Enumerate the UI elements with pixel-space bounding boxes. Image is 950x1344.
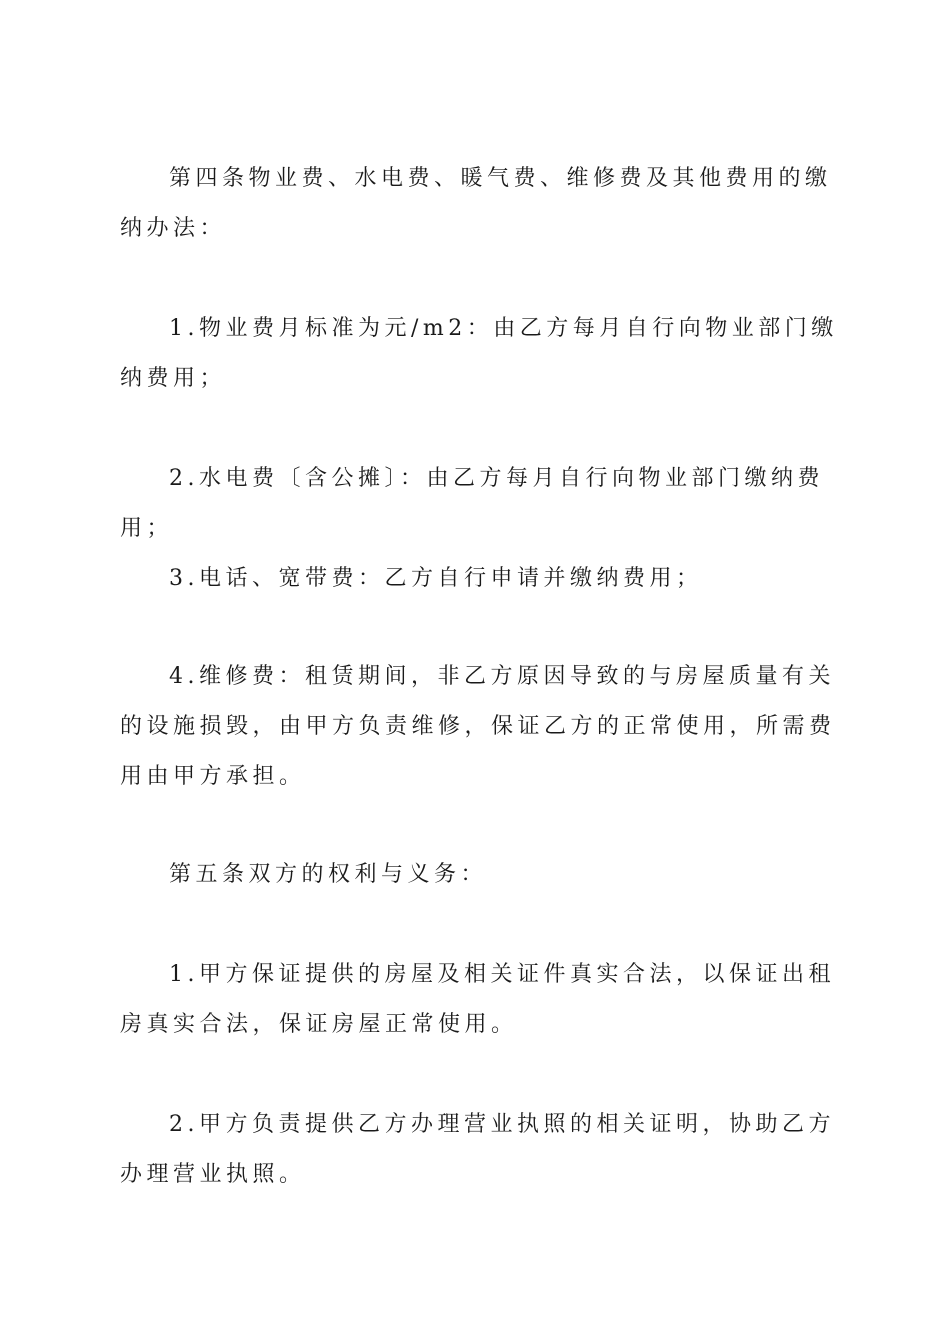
clause-landlord-guarantee: 1.甲方保证提供的房屋及相关证件真实合法，以保证出租房真实合法，保证房屋正常使用。 (120, 962, 835, 1037)
article-5-heading: 第五条双方的权利与义务： (169, 862, 488, 887)
clause-maintenance-fee: 4.维修费：租赁期间，非乙方原因导致的与房屋质量有关的设施损毁，由甲方负责维修，保证乙方的正常使用，所需费用由甲方承担。 (120, 664, 836, 789)
article-4-heading: 第四条物业费、水电费、暖气费、维修费及其他费用的缴纳办法： (120, 166, 832, 241)
clause-business-license: 2.甲方负责提供乙方办理营业执照的相关证明，协助乙方办理营业执照。 (120, 1112, 835, 1187)
clause-property-fee: 1.物业费月标准为元/m2：由乙方每月自行向物业部门缴纳费用； (120, 316, 838, 391)
clause-utilities-fee: 2.水电费〔含公摊〕：由乙方每月自行向物业部门缴纳费用； (120, 466, 824, 541)
clause-phone-broadband-fee: 3.电话、宽带费：乙方自行申请并缴纳费用； (169, 566, 703, 591)
